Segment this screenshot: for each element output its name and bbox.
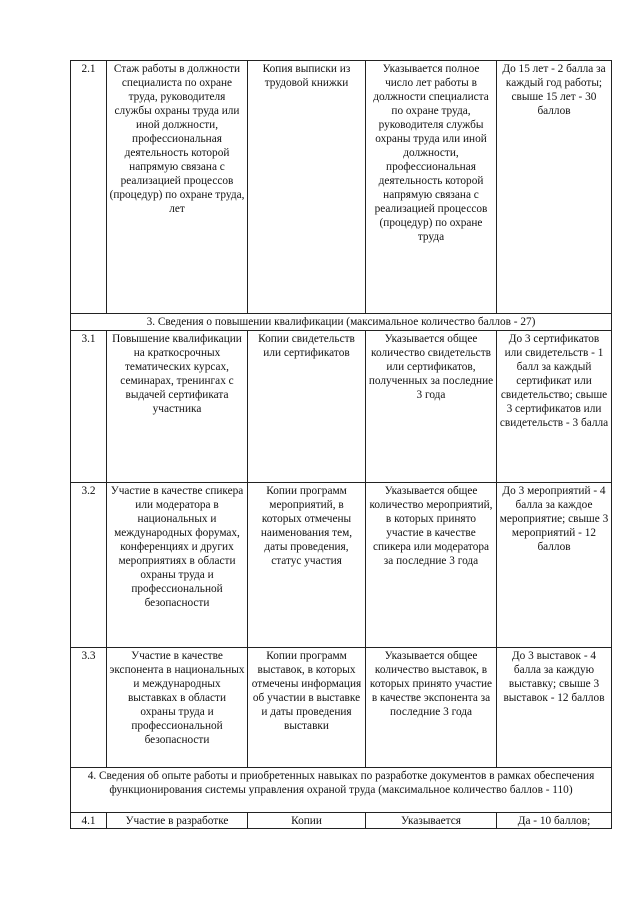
row-number: 4.1 bbox=[71, 813, 107, 829]
points-cell: До 15 лет - 2 балла за каждый год работы; свыше 15 лет - 30 баллов bbox=[497, 61, 612, 314]
section-row bbox=[71, 768, 612, 813]
criterion-cell: Участие в разработке bbox=[107, 813, 248, 829]
row-number: 3.1 bbox=[71, 331, 107, 483]
points-cell: До 3 мероприятий - 4 балла за каждое мероприятие; свыше 3 мероприятий - 12 баллов bbox=[497, 483, 612, 648]
criteria-table bbox=[70, 60, 612, 829]
table-row bbox=[71, 61, 612, 314]
criterion-cell: Стаж работы в должности специалиста по охране труда, руководителя службы охраны труда или иной должности, профессиональная деятельность которой напрямую связана с реализацией процессов (процедур) по охране труда, лет bbox=[107, 61, 248, 314]
description-cell: Указывается общее количество выставок, в которых принято участие в качестве экспонента за последние 3 года bbox=[366, 648, 497, 768]
criterion-cell: Участие в качестве спикера или модератора в национальных и международных форумах, конференциях и других мероприятиях в области охраны труда и профессиональной безопасности bbox=[107, 483, 248, 648]
description-cell: Указывается полное число лет работы в должности специалиста по охране труда, руководителя службы охраны труда или иной должности, профессиональная деятельность которой напрямую связана с реализацией процессов (процедур) по охране труда bbox=[366, 61, 497, 314]
document-cell: Копии программ выставок, в которых отмечены информация об участии в выставке и даты проведения выставки bbox=[248, 648, 366, 768]
table-row bbox=[71, 648, 612, 768]
description-cell: Указывается общее количество свидетельств или сертификатов, полученных за последние 3 года bbox=[366, 331, 497, 483]
points-cell: До 3 сертификатов или свидетельств - 1 балл за каждый сертификат или свидетельство; свыше 3 сертификатов или свидетельств - 3 балла bbox=[497, 331, 612, 483]
criterion-cell: Повышение квалификации на краткосрочных тематических курсах, семинарах, тренингах с выдачей сертификата участника bbox=[107, 331, 248, 483]
points-cell: До 3 выставок - 4 балла за каждую выставку; свыше 3 выставок - 12 баллов bbox=[497, 648, 612, 768]
row-number: 2.1 bbox=[71, 61, 107, 314]
row-number: 3.2 bbox=[71, 483, 107, 648]
row-number: 3.3 bbox=[71, 648, 107, 768]
description-cell: Указывается общее количество мероприятий, в которых принято участие в качестве спикера или модератора за последние 3 года bbox=[366, 483, 497, 648]
document-cell: Копии bbox=[248, 813, 366, 829]
criterion-cell: Участие в качестве экспонента в национальных и международных выставках в области охраны труда и профессиональной безопасности bbox=[107, 648, 248, 768]
points-cell: Да - 10 баллов; bbox=[497, 813, 612, 829]
section-row bbox=[71, 314, 612, 331]
table-row bbox=[71, 483, 612, 648]
section-heading: 4. Сведения об опыте работы и приобретенных навыках по разработке документов в рамках обеспечения функционирования системы управления охраной труда (максимальное количество баллов - 110) bbox=[71, 768, 612, 813]
table-row bbox=[71, 813, 612, 829]
document-cell: Копии программ мероприятий, в которых отмечены наименования тем, даты проведения, статус участия bbox=[248, 483, 366, 648]
document-cell: Копия выписки из трудовой книжки bbox=[248, 61, 366, 314]
description-cell: Указывается bbox=[366, 813, 497, 829]
document-cell: Копии свидетельств или сертификатов bbox=[248, 331, 366, 483]
section-heading: 3. Сведения о повышении квалификации (максимальное количество баллов - 27) bbox=[71, 314, 612, 331]
table-row bbox=[71, 331, 612, 483]
